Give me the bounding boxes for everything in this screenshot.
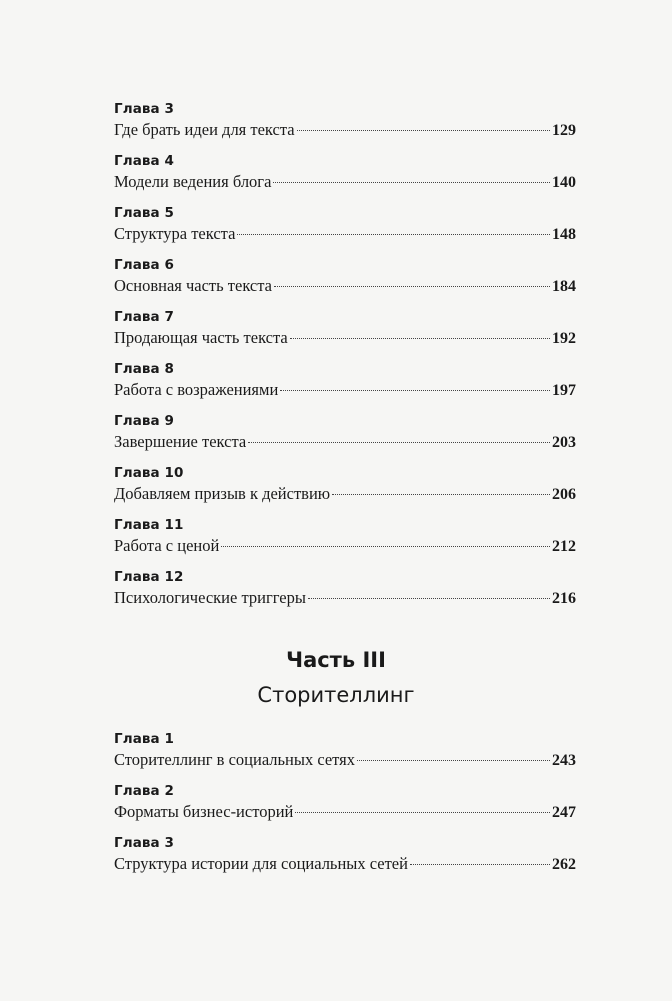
toc-entry <box>114 516 576 568</box>
toc-entry <box>114 412 576 464</box>
toc-line <box>114 749 576 772</box>
dot-leader <box>295 812 550 813</box>
toc-line <box>114 379 576 402</box>
toc-line <box>114 587 576 610</box>
page-number: 148 <box>552 226 576 243</box>
dot-leader <box>221 546 550 547</box>
chapter-number: Глава 2 <box>114 783 175 799</box>
page-number: 197 <box>552 382 576 399</box>
toc-entry <box>114 152 576 204</box>
part-heading: Часть III <box>286 648 386 672</box>
dot-leader <box>410 864 550 865</box>
toc-line <box>114 327 576 350</box>
chapter-title: Завершение текста <box>114 432 247 451</box>
page-number: 216 <box>552 590 576 607</box>
chapter-number: Глава 3 <box>114 835 175 851</box>
dot-leader <box>357 760 550 761</box>
toc-entry <box>114 308 576 360</box>
chapter-number: Глава 6 <box>114 257 175 273</box>
chapter-title: Психологические триггеры <box>114 588 306 607</box>
page-number: 262 <box>552 856 576 873</box>
chapter-title: Структура истории для социальных сетей <box>114 854 408 873</box>
dot-leader <box>274 286 550 287</box>
dot-leader <box>237 234 550 235</box>
chapter-number: Глава 11 <box>114 517 184 533</box>
chapter-number: Глава 8 <box>114 361 175 377</box>
page-number: 206 <box>552 486 576 503</box>
page-number: 140 <box>552 174 576 191</box>
page-number: 203 <box>552 434 576 451</box>
toc-entry <box>114 100 576 152</box>
chapter-number: Глава 7 <box>114 309 175 325</box>
chapter-title: Где брать идеи для текста <box>114 120 295 139</box>
chapter-title: Работа с возражениями <box>114 380 279 399</box>
toc-line <box>114 535 576 558</box>
toc-entry <box>114 204 576 256</box>
toc-line <box>114 223 576 246</box>
chapter-number: Глава 1 <box>114 731 175 747</box>
toc-line <box>114 853 576 876</box>
toc-entry <box>114 360 576 412</box>
page-number: 243 <box>552 752 576 769</box>
toc-entry <box>114 464 576 516</box>
chapter-number: Глава 9 <box>114 413 175 429</box>
toc-entry <box>114 834 576 886</box>
toc-entry <box>114 256 576 308</box>
toc-line <box>114 275 576 298</box>
chapter-number: Глава 4 <box>114 153 175 169</box>
dot-leader <box>273 182 550 183</box>
chapter-number: Глава 12 <box>114 569 184 585</box>
chapter-title: Сторителлинг в социальных сетях <box>114 750 356 769</box>
toc-line <box>114 801 576 824</box>
chapter-title: Структура текста <box>114 224 236 243</box>
chapter-number: Глава 3 <box>114 101 175 117</box>
dot-leader <box>297 130 550 131</box>
chapter-title: Основная часть текста <box>114 276 272 295</box>
chapter-number: Глава 5 <box>114 205 175 221</box>
chapter-title: Модели ведения блога <box>114 172 272 191</box>
dot-leader <box>248 442 550 443</box>
table-of-contents-part-2 <box>114 100 576 620</box>
toc-line <box>114 431 576 454</box>
chapter-title: Продающая часть текста <box>114 328 288 347</box>
toc-line <box>114 483 576 506</box>
page-number: 247 <box>552 804 576 821</box>
chapter-title: Работа с ценой <box>114 536 220 555</box>
page-number: 212 <box>552 538 576 555</box>
dot-leader <box>308 598 550 599</box>
part-title: Сторителлинг <box>257 683 415 707</box>
toc-line <box>114 119 576 142</box>
page-number: 184 <box>552 278 576 295</box>
chapter-number: Глава 10 <box>114 465 184 481</box>
table-of-contents-part-3 <box>114 730 576 886</box>
dot-leader <box>280 390 550 391</box>
chapter-title: Добавляем призыв к действию <box>114 484 331 503</box>
chapter-title: Форматы бизнес-историй <box>114 802 294 821</box>
page-number: 129 <box>552 122 576 139</box>
dot-leader <box>332 494 550 495</box>
toc-entry <box>114 782 576 834</box>
toc-line <box>114 171 576 194</box>
toc-entry <box>114 568 576 620</box>
page-number: 192 <box>552 330 576 347</box>
dot-leader <box>290 338 550 339</box>
toc-entry <box>114 730 576 782</box>
